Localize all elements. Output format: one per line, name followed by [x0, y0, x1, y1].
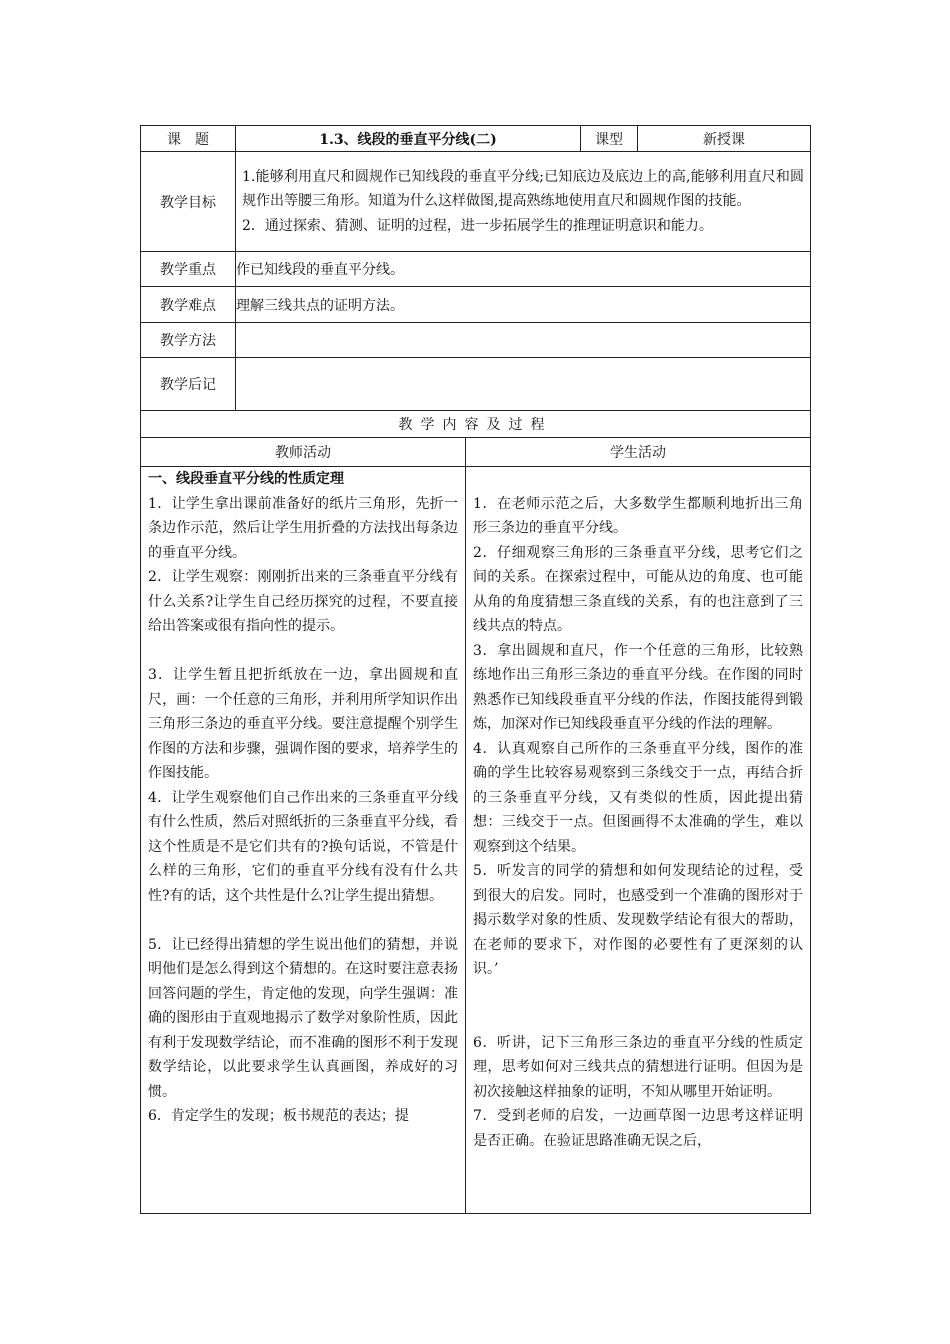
student-step-3: 3．拿出圆规和直尺，作一个任意的三角形，比较熟练地作出三角形三条边的垂直平分线。在作图的同时熟悉作已知线段垂直平分线的作法，作图技能得到锻炼，加深对作已知线段垂直平分线的作法的理解。: [473, 642, 804, 732]
type-value: 新授课: [638, 126, 811, 152]
key-points-row: [141, 252, 811, 287]
key-points-value: 作已知线段的垂直平分线。: [236, 252, 811, 287]
lesson-plan-table: [140, 125, 811, 1214]
section-title: 教学内容及过程: [141, 411, 811, 438]
goals-paragraph-2: 2．通过探索、猜测、证明的过程，进一步拓展学生的推理证明意识和能力。: [242, 217, 713, 234]
notes-value: [236, 358, 811, 411]
teacher-step-2: 2．让学生观察：刚刚折出来的三条垂直平分线有什么关系?让学生自己经历探究的过程，不要直接给出答案或很有指向性的提示。: [148, 569, 458, 634]
teacher-activity-cell: [141, 467, 466, 1214]
student-step-6: 6．听讲，记下三角形三条边的垂直平分线的性质定理，思考如何对三线共点的猜想进行证明。但因为是初次接触这样抽象的证明，不知从哪里开始证明。: [473, 1034, 804, 1100]
key-points-label: 教学重点: [141, 252, 236, 287]
student-step-7: 7．受到老师的启发，一边画草图一边思考这样证明是否正确。在验证思路准确无误之后，: [473, 1108, 804, 1149]
goals-paragraph-1: 1.能够利用直尺和圆规作已知线段的垂直平分线;已知底边及底边上的高,能够利用直尺和圆规作出等腰三角形。知道为什么这样做图,提高熟练地使用直尺和圆规作图的技能。: [242, 168, 805, 210]
topic-row: [141, 126, 811, 152]
topic-label: 课 题: [141, 126, 236, 152]
teacher-section-heading: 一、线段垂直平分线的性质定理: [148, 471, 344, 487]
teacher-step-1: 1．让学生拿出课前准备好的纸片三角形，先折一条边作示范，然后让学生用折叠的方法找出每条边的垂直平分线。: [148, 495, 458, 561]
student-step-4: 4．认真观察自己所作的三条垂直平分线，图作的准确的学生比较容易观察到三条线交于一点，再结合折的三条垂直平分线，又有类似的性质，因此提出猜想：三线交于一点。但图画得不太准确的学生，难以观察到这个结果。: [473, 740, 804, 855]
goals-row: [141, 152, 811, 252]
type-label: 课型: [581, 126, 638, 152]
student-step-2: 2．仔细观察三角形的三条垂直平分线，思考它们之间的关系。在探索过程中，可能从边的角度、也可能从角的角度猜想三条直线的关系，有的也注意到了三线共点的特点。: [473, 544, 804, 634]
method-row: [141, 323, 811, 358]
student-activity-header: 学生活动: [466, 438, 811, 467]
teacher-step-3: 3．让学生暂且把折纸放在一边，拿出圆规和直尺，画：一个任意的三角形，并利用所学知识作出三角形三条边的垂直平分线。要注意提醒个别学生作图的方法和步骤，强调作图的要求，培养学生的作图技能。: [148, 667, 458, 781]
student-step-5: 5．听发言的同学的猜想和如何发现结论的过程，受到很大的启发。同时，也感受到一个准确的图形对于揭示数学对象的性质、发现数学结论有很大的帮助，在老师的要求下，对作图的必要性有了更深刻的认识。’: [473, 863, 804, 977]
method-value: [236, 323, 811, 358]
teacher-step-5: 5．让已经得出猜想的学生说出他们的猜想，并说明他们是怎么得到这个猜想的。在这时要注意表扬回答问题的学生，肯定他的发现，向学生强调：准确的图形由于直观地揭示了数学对象阶性质，因此有利于发现数学结论，而不准确的图形不利于发现数学结论，以此要求学生认真画图，养成好的习惯。: [148, 936, 458, 1100]
difficulty-value: 理解三线共点的证明方法。: [236, 287, 811, 323]
notes-label: 教学后记: [141, 358, 236, 411]
student-activity-cell: [466, 467, 811, 1214]
activity-content-row: [141, 467, 811, 1214]
student-step-1: 1．在老师示范之后，大多数学生都顺利地折出三角形三条边的垂直平分线。: [473, 495, 804, 536]
method-label: 教学方法: [141, 323, 236, 358]
teacher-step-4: 4．让学生观察他们自己作出来的三条垂直平分线有什么性质，然后对照纸折的三条垂直平分线，看这个性质是不是它们共有的?换句话说，不管是什么样的三角形，它们的垂直平分线有没有什么共性?有的话，这个共性是什么?让学生提出猜想。: [148, 789, 458, 904]
activity-header-row: [141, 438, 811, 467]
goals-label: 教学目标: [141, 152, 236, 252]
topic-value: 1.3、线段的垂直平分线(二): [236, 126, 581, 152]
teacher-step-6: 6．肯定学生的发现；板书规范的表达；提: [148, 1108, 409, 1124]
notes-row: [141, 358, 811, 411]
teacher-activity-header: 教师活动: [141, 438, 466, 467]
difficulty-label: 教学难点: [141, 287, 236, 323]
difficulty-row: [141, 287, 811, 323]
goals-cell: [236, 152, 811, 252]
section-title-row: [141, 411, 811, 438]
